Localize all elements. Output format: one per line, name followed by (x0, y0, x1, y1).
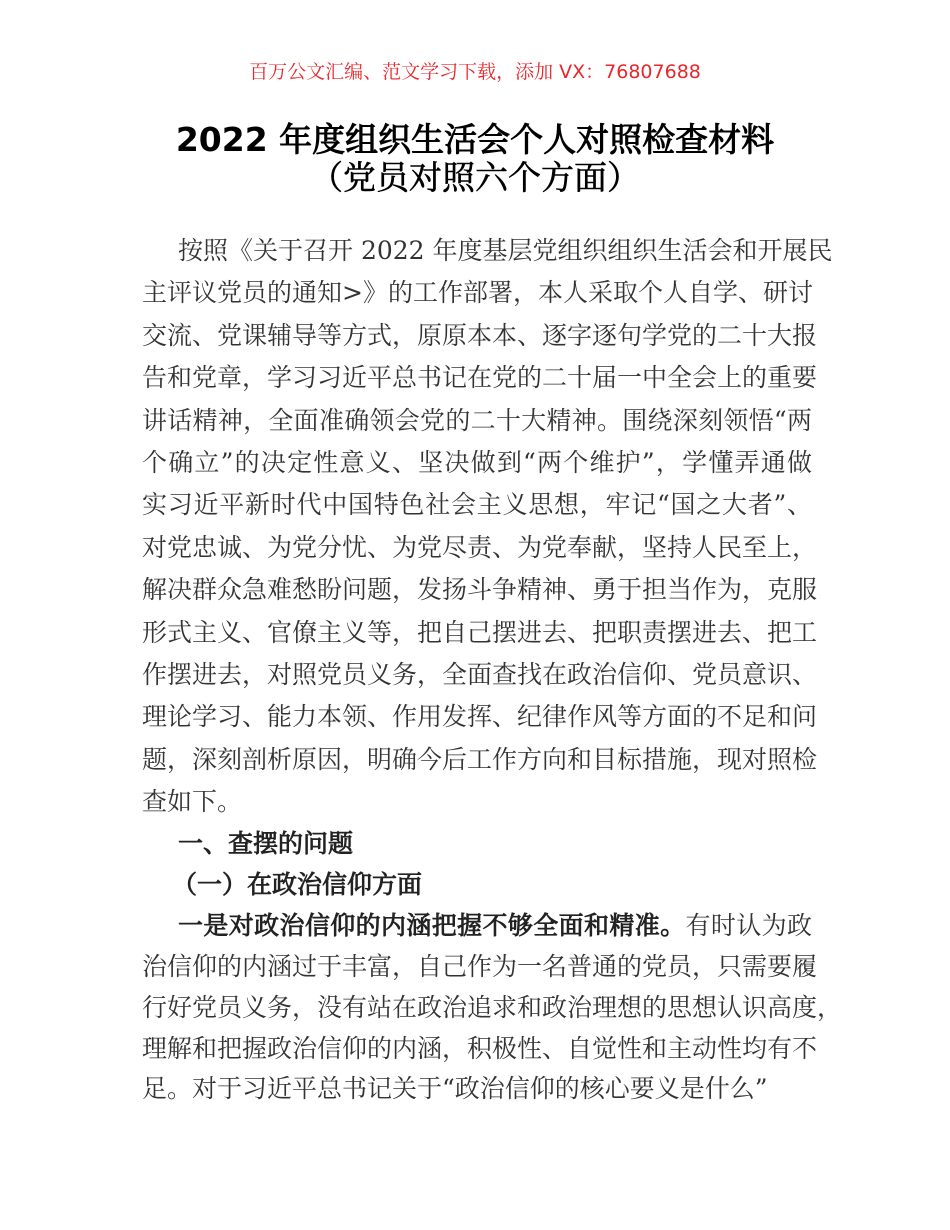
paragraph-line: 实习近平新时代中国特色社会主义思想，牢记“国之大者”、 (142, 490, 812, 520)
paragraph-line: 查如下。 (142, 787, 243, 817)
paragraph-line: 题，深刻剖析原因，明确今后工作方向和目标措施，现对照检 (142, 744, 818, 774)
point-lead-rest: 有时认为政 (685, 911, 812, 940)
paragraph-line: 形式主义、官僚主义等，把自己摆进去、把职责摆进去、把工 (142, 617, 818, 647)
watermark-banner: 百万公文汇编、范文学习下载，添加 VX：76807688 (249, 61, 701, 83)
paragraph-line: 按照《关于召开 2022 年度基层党组织组织生活会和开展民 (178, 236, 833, 265)
document-title: 2022 年度组织生活会个人对照检查材料 (175, 120, 775, 159)
paragraph-line: 解决群众急难愁盼问题，发扬斗争精神、勇于担当作为，克服 (142, 575, 818, 605)
point-first-line (178, 911, 812, 941)
paragraph-line: 理论学习、能力本领、作用发挥、纪律作风等方面的不足和问 (142, 702, 818, 732)
paragraph-line: 交流、党课辅导等方式，原原本本、逐字逐句学党的二十大报 (142, 320, 818, 350)
subsection-heading: （一）在政治信仰方面 (172, 870, 423, 899)
paragraph-line: 个确立”的决定性意义、坚决做到“两个维护”，学懂弄通做 (142, 448, 812, 477)
point-lead-bold: 一是对政治信仰的内涵把握不够全面和精准。 (178, 911, 686, 940)
paragraph-line: 主评议党员的通知>》的工作部署，本人采取个人自学、研讨 (142, 278, 813, 308)
paragraph-line: 治信仰的内涵过于丰富，自己作为一名普通的党员，只需要履 (142, 952, 818, 981)
paragraph-line: 讲话精神，全面准确领会党的二十大精神。围绕深刻领悟“两 (142, 405, 812, 435)
section-heading: 一、查摆的问题 (178, 829, 354, 858)
paragraph-line: 告和党章，学习习近平总书记在党的二十届一中全会上的重要 (142, 363, 818, 393)
paragraph-line: 作摆进去，对照党员义务，全面查找在政治信仰、党员意识、 (142, 660, 818, 689)
paragraph-line: 足。对于习近平总书记关于“政治信仰的核心要义是什么” (142, 1074, 768, 1104)
document-subtitle: （党员对照六个方面） (310, 158, 640, 197)
paragraph-line: 行好党员义务，没有站在政治追求和政治理想的思想认识高度， (142, 992, 843, 1022)
paragraph-line: 对党忠诚、为党分忧、为党尽责、为党奉献，坚持人民至上， (142, 532, 818, 562)
paragraph-line: 理解和把握政治信仰的内涵，积极性、自觉性和主动性均有不 (142, 1033, 818, 1063)
